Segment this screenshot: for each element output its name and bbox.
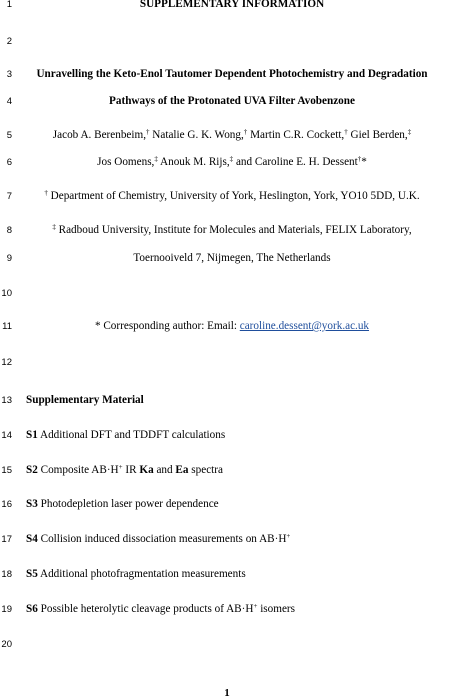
item-text: spectra [188, 464, 223, 476]
charge-superscript: + [253, 602, 258, 610]
line-number: 20 [1, 639, 12, 650]
item-text: Additional DFT and TDDFT calculations [37, 429, 226, 441]
line-number: 12 [1, 357, 12, 368]
line-number: 1 [6, 0, 12, 10]
corresponding-label: * Corresponding author: Email: [94, 320, 240, 332]
author: Jacob A. Berenbeim, [52, 129, 146, 141]
affiliation-text: Radboud University, Institute for Molecules and Materials, FELIX Laboratory, [55, 224, 412, 236]
affiliation-mark: ‡ [407, 128, 412, 136]
line-number: 14 [1, 430, 12, 441]
item-code: S2 [26, 464, 38, 476]
line-number: 5 [6, 130, 12, 141]
authors-line-2 [22, 157, 442, 168]
item-text: Possible heterolytic cleavage products of AB·H [37, 603, 254, 615]
author: Jos Oomens, [97, 156, 155, 168]
line-number: 10 [1, 288, 12, 299]
corresponding-author [22, 321, 442, 332]
line-number: 16 [1, 499, 12, 510]
author: Natalie G. K. Wong, [149, 129, 244, 141]
corresponding-mark: * [361, 156, 367, 168]
affiliation-mark: † [243, 128, 248, 136]
line-number: 13 [1, 395, 12, 406]
line-number: 11 [2, 321, 12, 332]
list-item [26, 569, 446, 580]
line-number: 15 [1, 465, 12, 476]
line-number: 9 [6, 253, 12, 264]
section-heading: Supplementary Material [26, 394, 144, 406]
line-number: 3 [6, 69, 12, 80]
line-number: 6 [6, 157, 12, 168]
item-text: and [153, 464, 176, 476]
affiliation-mark: ‡ [154, 155, 158, 163]
line-number: 2 [6, 36, 12, 47]
authors-line-1 [22, 130, 442, 141]
tautomer-ea: Ea [175, 464, 189, 476]
affiliation-text: Department of Chemistry, University of York, Heslington, York, YO10 5DD, U.K. [47, 190, 420, 202]
item-text: Collision induced dissociation measurements on AB·H [37, 533, 287, 545]
list-item [26, 499, 446, 510]
affiliation-mark: † [357, 155, 362, 163]
document-header: SUPPLEMENTARY INFORMATION [139, 0, 325, 10]
affiliation-york [22, 191, 442, 202]
author: Martin C.R. Cockett, [247, 129, 345, 141]
item-code: S4 [26, 533, 38, 545]
line-number: 8 [6, 225, 12, 236]
author: Anouk M. Rijs, [157, 156, 230, 168]
paper-title-line-1: Unravelling the Keto-Enol Tautomer Dependent Photochemistry and Degradation [36, 68, 428, 80]
affiliation-radboud [22, 225, 442, 236]
list-item [26, 534, 446, 545]
affiliation-radboud-address: Toernooiveld 7, Nijmegen, The Netherlands [133, 252, 331, 264]
line-number: 18 [1, 569, 12, 580]
affiliation-mark: † [146, 128, 150, 136]
affiliation-mark: ‡ [52, 223, 56, 231]
paper-title-line-2: Pathways of the Protonated UVA Filter Avobenzone [109, 95, 355, 107]
line-number: 4 [6, 96, 12, 107]
item-code: S1 [26, 429, 38, 441]
email-link[interactable]: caroline.dessent@york.ac.uk [239, 320, 370, 332]
author: and Caroline E. H. Dessent [233, 156, 358, 168]
item-text: isomers [257, 603, 296, 615]
page-number: 1 [224, 687, 230, 699]
line-number: 19 [1, 604, 12, 615]
item-text: Photodepletion laser power dependence [37, 498, 219, 510]
charge-superscript: + [118, 463, 123, 471]
item-code: S6 [26, 603, 38, 615]
affiliation-mark: † [44, 189, 48, 197]
affiliation-mark: ‡ [229, 155, 234, 163]
line-number: 7 [6, 191, 12, 202]
list-item [26, 465, 446, 476]
item-text: IR [122, 464, 140, 476]
list-item [26, 604, 446, 615]
item-code: S5 [26, 568, 38, 580]
tautomer-ka: Ka [139, 464, 154, 476]
item-code: S3 [26, 498, 38, 510]
item-text: Composite AB·H [37, 464, 119, 476]
charge-superscript: + [286, 532, 291, 540]
affiliation-mark: † [344, 128, 348, 136]
list-item [26, 430, 446, 441]
author: Giel Berden, [347, 129, 408, 141]
line-number: 17 [1, 534, 12, 545]
item-text: Additional photofragmentation measurements [37, 568, 246, 580]
